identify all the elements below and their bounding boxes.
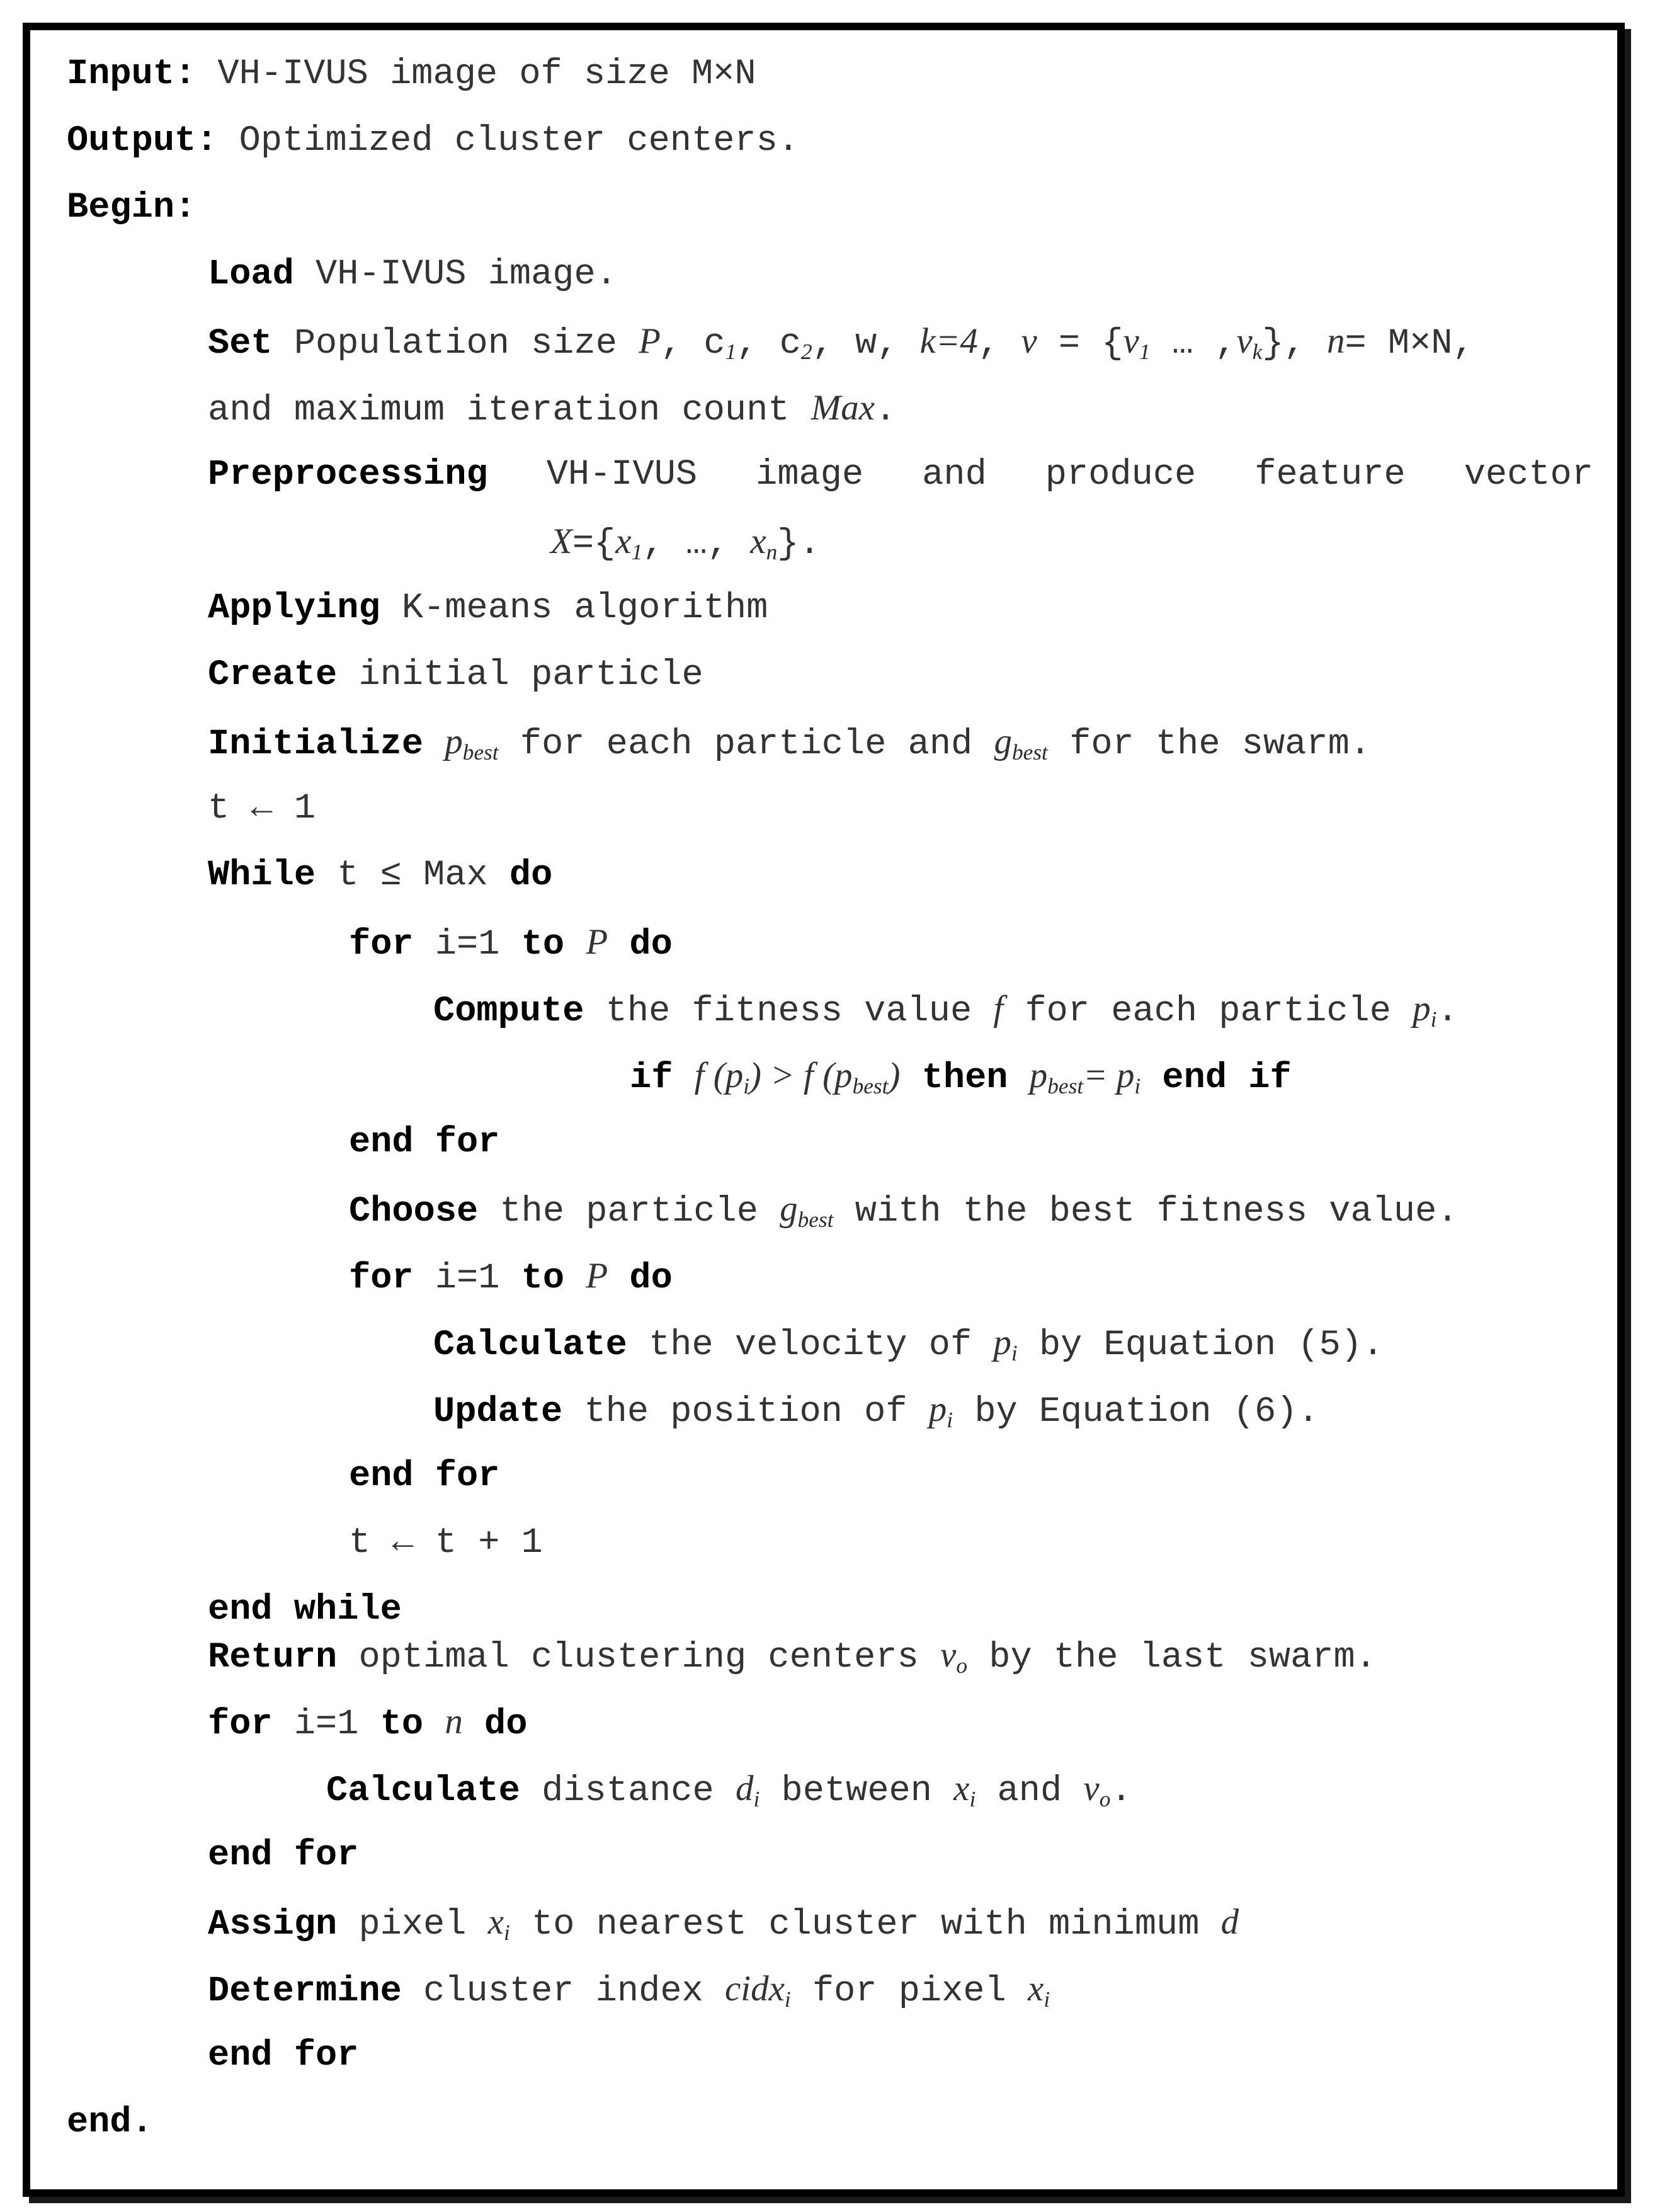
for-loop-2-line: for i=1 to P do: [349, 1256, 673, 1299]
algorithm-box: [23, 23, 1625, 2197]
calculate-distance-line: Calculate distance $d_i$ between $x_i$ and $v_o$.: [326, 1769, 1132, 1811]
end-for-3-line: end for: [208, 1835, 359, 1876]
assign-line: Assign pixel $x_i$ to nearest cluster with minimum d: [208, 1902, 1239, 1945]
applying-line: Applying K-means algorithm: [208, 588, 768, 629]
determine-line: Determine cluster index cidx$_i$ for pixel $x_i$: [208, 1969, 1050, 2012]
initialize-line: Initialize $p_{best}$ for each particle and $g_{best}$ for the swarm.: [208, 722, 1371, 765]
end-line: end.: [67, 2102, 153, 2143]
update-position-line: Update the position of $p_i$ by Equation (6).: [433, 1389, 1319, 1432]
end-while-line: end while: [208, 1590, 402, 1630]
preprocessing-line: Preprocessing VH-IVUS image and produce feature vector: [208, 455, 1593, 495]
set-line: Set Population size P, $c_1$, $c_2$, w, k=4, $v = \{v_1$ … $,v_k$}, n= M×N,: [208, 321, 1474, 364]
t-init-line: t ← 1: [208, 789, 316, 829]
for-loop-3-line: for i=1 to n do: [208, 1702, 528, 1745]
choose-line: Choose the particle $g_{best}$ with the best fitness value.: [349, 1189, 1459, 1232]
while-line: While t ≤ Max do: [208, 855, 553, 896]
output-line: Output: Optimized cluster centers.: [67, 121, 800, 161]
t-inc-line: t ← t + 1: [349, 1523, 543, 1563]
set-line-cont: and maximum iteration count Max.: [208, 388, 897, 431]
end-for-4-line: end for: [208, 2036, 359, 2076]
input-line: Input: VH-IVUS image of size M×N: [67, 54, 756, 94]
preprocessing-line-cont: $X=\{x_1$, …, $x_n$}.: [550, 522, 821, 564]
load-line: Load VH-IVUS image.: [208, 254, 617, 295]
compute-line: Compute the fitness value f for each particle $p_i$.: [433, 989, 1459, 1032]
begin-line: Begin:: [67, 188, 196, 228]
end-for-2-line: end for: [349, 1456, 500, 1497]
create-line: Create initial particle: [208, 655, 703, 695]
calculate-velocity-line: Calculate the velocity of $p_i$ by Equation (5).: [433, 1323, 1384, 1365]
return-line: Return optimal clustering centers $v_o$ by the last swarm.: [208, 1635, 1377, 1678]
for-loop-1-line: for i=1 to P do: [349, 922, 673, 965]
end-for-1-line: end for: [349, 1122, 500, 1163]
if-line: if f $(p_i) > f$ $(p_{best})$ then $p_{best}= p_i$ end if: [630, 1056, 1292, 1098]
